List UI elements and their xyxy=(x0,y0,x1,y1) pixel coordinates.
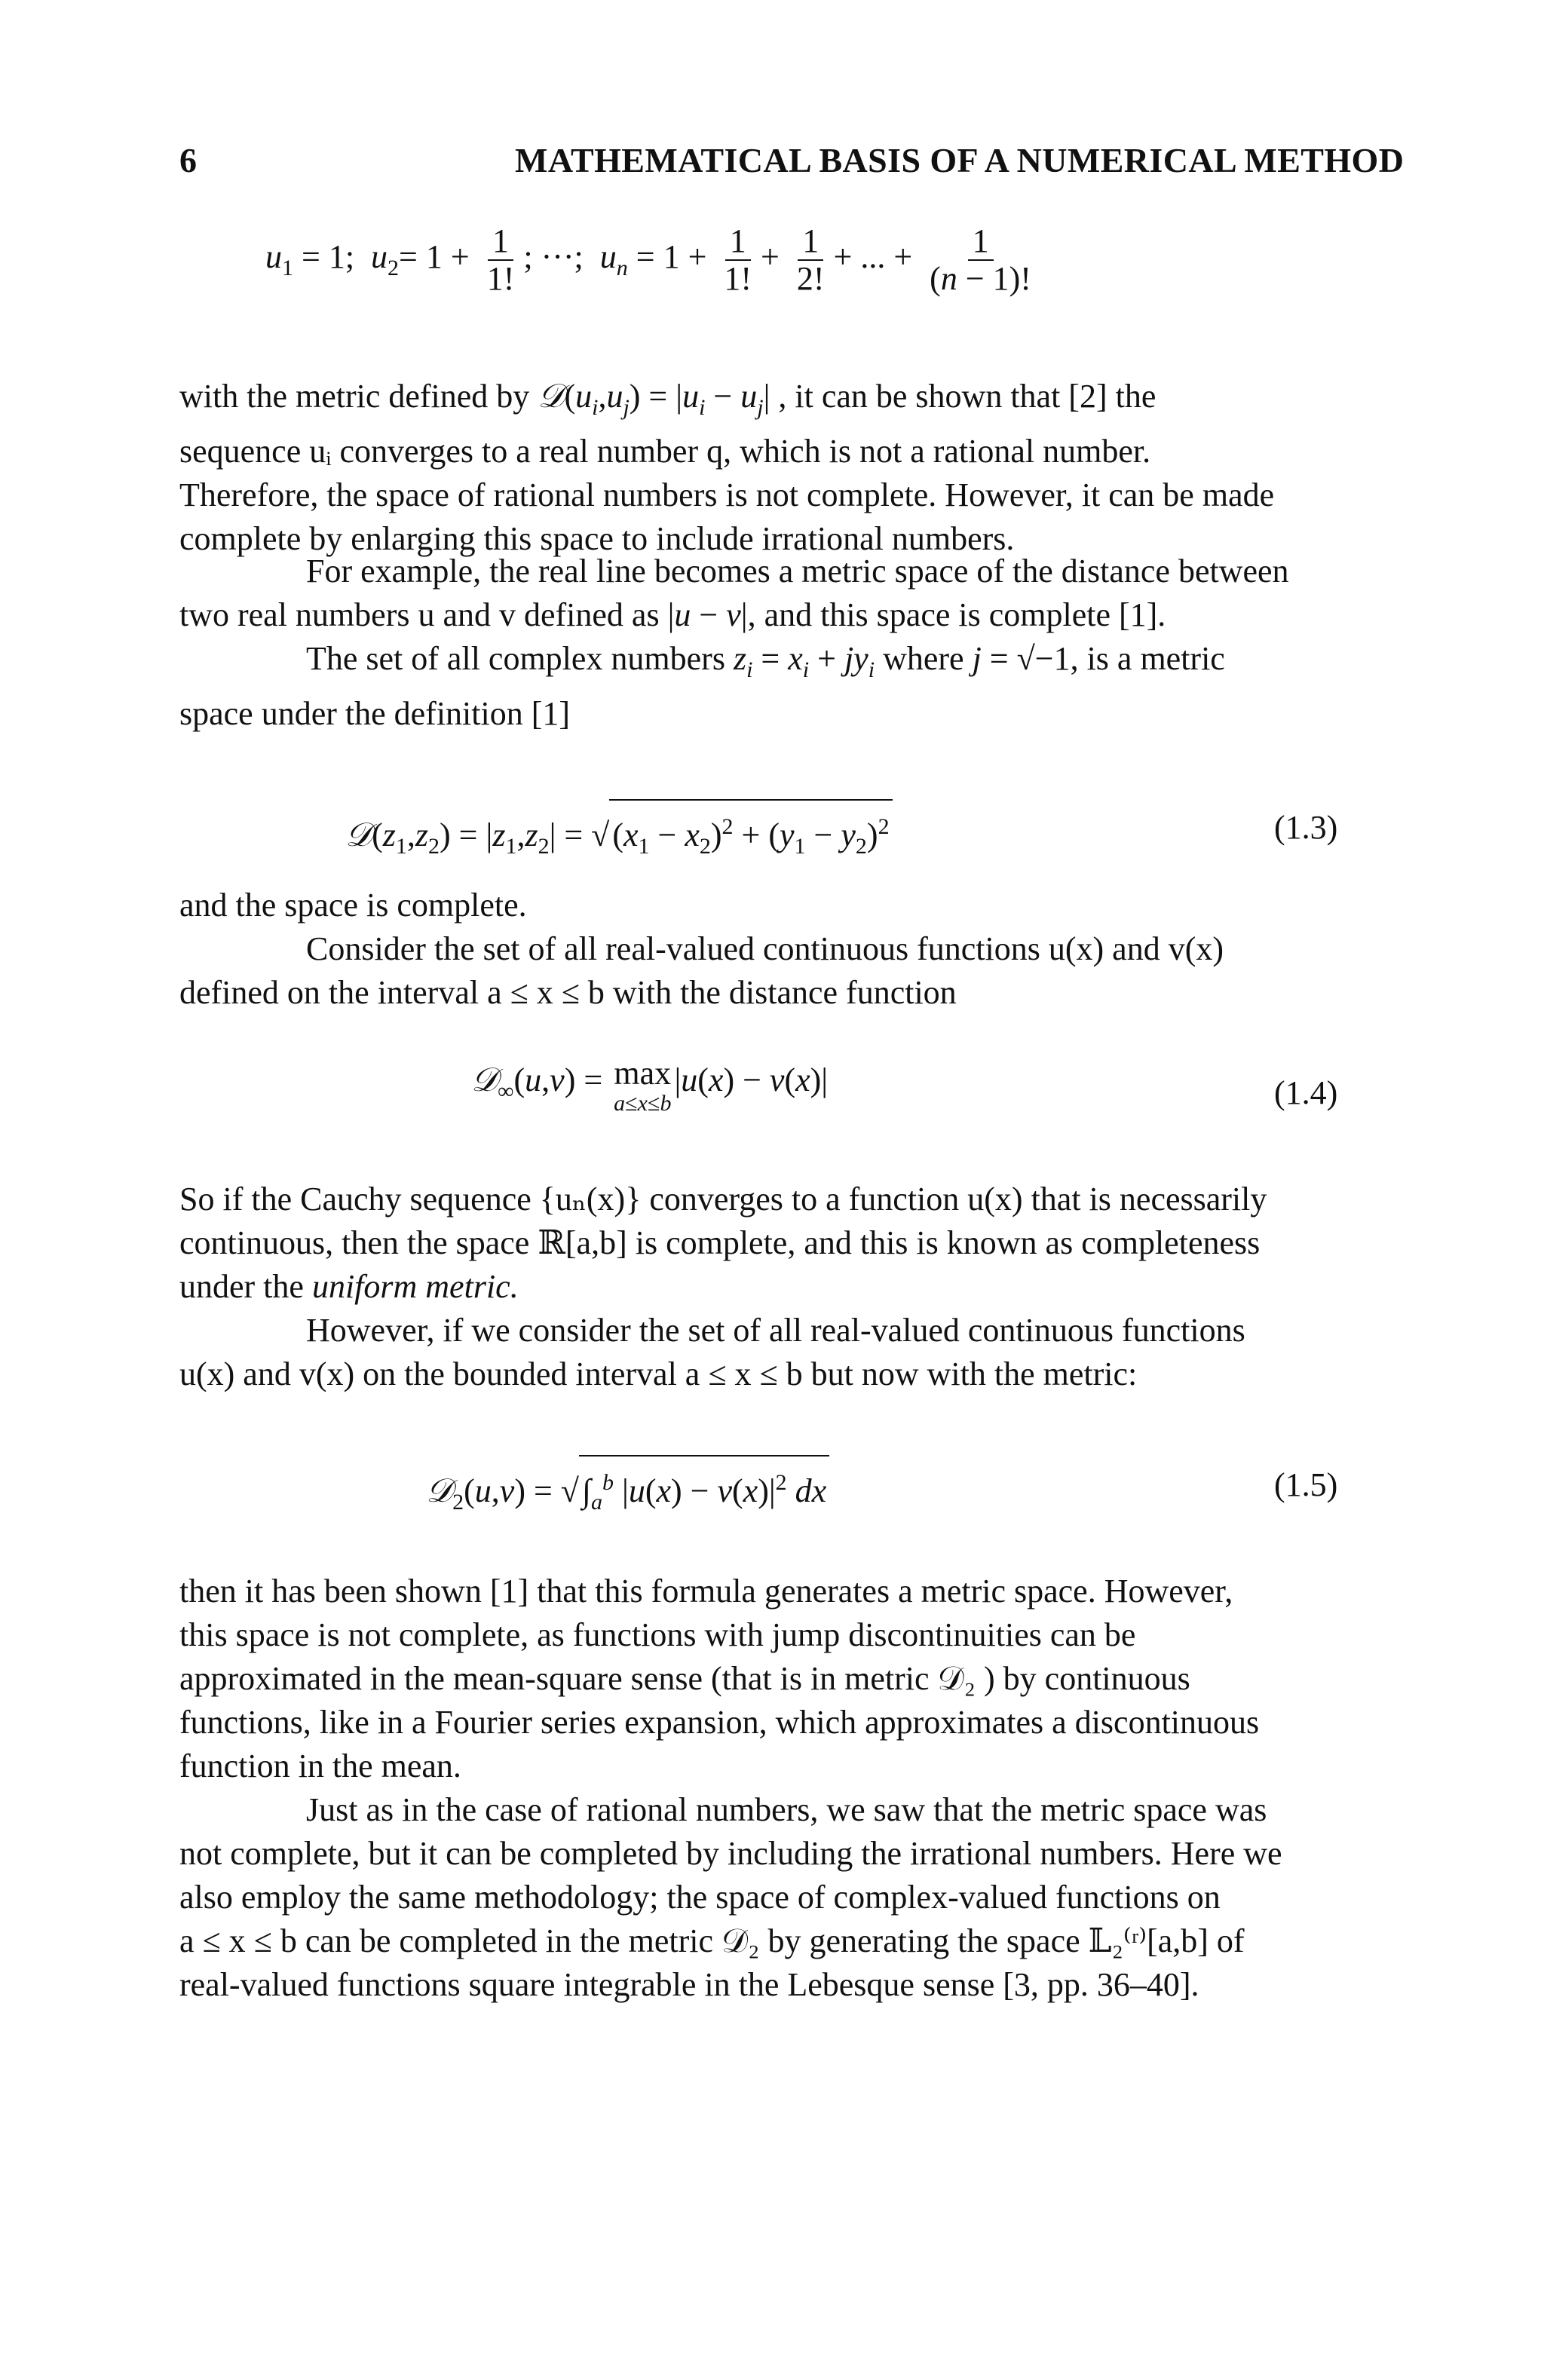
p6-text-a: under the xyxy=(179,1268,304,1305)
p2-text-b: , and this space is complete [1]. xyxy=(747,596,1166,633)
p6-line-2: continuous, then the space ℝ[a,b] is complete, and this is known as completeness xyxy=(179,1224,1261,1261)
p8-line-2: this space is not complete, as functions with jump discontinuities can be xyxy=(179,1616,1136,1653)
p9-line-3: also employ the same methodology; the space of complex-valued functions on xyxy=(179,1879,1221,1916)
equation-1-5: 𝒟$_2$(u,v) = $√\int_a^b$ $|u(x) - v(x)|^2$ dx xyxy=(426,1455,829,1524)
p1-text-b: , it can be shown that [2] the xyxy=(778,378,1156,415)
equation-1-5-number: (1.5) xyxy=(1274,1466,1338,1503)
p7-line-1: However, if we consider the set of all real-valued continuous functions xyxy=(306,1312,1245,1349)
p3-text-c: , is a metric xyxy=(1070,640,1225,677)
paragraph-9 xyxy=(179,1788,1365,2007)
p4-line-1: and the space is complete. xyxy=(179,887,527,924)
p8-line-3: approximated in the mean-square sense (that is in metric 𝒟₂ ) by continuous xyxy=(179,1660,1190,1697)
running-head: MATHEMATICAL BASIS OF A NUMERICAL METHOD xyxy=(515,141,1405,179)
p9-line-5: real-valued functions square integrable in the Lebesque sense [3, pp. 36–40]. xyxy=(179,1966,1199,2003)
p5-line-1: Consider the set of all real-valued continuous functions u(x) and v(x) xyxy=(306,930,1224,967)
equation-1-4: 𝒟$_\infty$(u,v) = max a≤x≤b |u(x) − v(x)| xyxy=(471,1055,829,1116)
page-number: 6 xyxy=(179,141,197,179)
p7-line-2: u(x) and v(x) on the bounded interval a ≤ x ≤ b but now with the metric: xyxy=(179,1355,1138,1392)
paragraph-6 xyxy=(179,1178,1365,1309)
paragraph-1: with the metric defined by $𝒟(u_i,u_j) = |u_i - u_j|$ , it can be shown that [2] the sequence uᵢ converges to a real number q, which is not a rational number. Therefore, the space of rational numbers is not complete. However, it can be made complete by enlarging this space to include irrational numbers. xyxy=(179,375,1365,561)
p3-text-a: The set of all complex numbers xyxy=(306,640,725,677)
p9-line-2: not complete, but it can be completed by including the irrational numbers. Here we xyxy=(179,1835,1282,1872)
paragraph-2: For example, the real line becomes a metric space of the distance between two real numbers u and v defined as |u − v|, and this space is complete [1]. xyxy=(179,550,1365,637)
paragraph-7 xyxy=(179,1309,1365,1396)
equation-1-4-number: (1.4) xyxy=(1274,1074,1338,1111)
p8-line-4: functions, like in a Fourier series expansion, which approximates a discontinuous xyxy=(179,1704,1260,1741)
p3-line-2: space under the definition [1] xyxy=(179,695,571,732)
p5-line-2: defined on the interval a ≤ x ≤ b with the distance function xyxy=(179,974,957,1011)
p3-text-b: where xyxy=(883,640,964,677)
sequence-equation: $u_1 = 1$; $u_2= 1$ + $\frac{1}{1!}$ ; ···; $u_n = 1$ + $\frac{1}{1!}$ + $\frac{1}{2!}$ + ... + $\frac{1}{(n - 1)!}$ xyxy=(265,222,1031,297)
p9-line-1: Just as in the case of rational numbers, we saw that the metric space was xyxy=(306,1791,1267,1828)
equation-1-3-number: (1.3) xyxy=(1274,809,1338,846)
p1-line-4: complete by enlarging this space to include irrational numbers. xyxy=(179,520,1015,557)
p2-text-a: two real numbers u and v defined as xyxy=(179,596,660,633)
p1-text-a: with the metric defined by xyxy=(179,378,530,415)
p6-text-b: uniform metric. xyxy=(311,1268,519,1305)
paragraph-8 xyxy=(179,1570,1365,1788)
p1-line-2: sequence uᵢ converges to a real number q, which is not a rational number. xyxy=(179,433,1151,470)
paragraph-4 xyxy=(179,884,1365,927)
p1-line-3: Therefore, the space of rational numbers is not complete. However, it can be made xyxy=(179,476,1275,513)
p6-line-1: So if the Cauchy sequence {uₙ(x)} converges to a function u(x) that is necessarily xyxy=(179,1181,1267,1218)
p8-line-5: function in the mean. xyxy=(179,1747,461,1784)
p9-line-4: a ≤ x ≤ b can be completed in the metric 𝒟₂ by generating the space 𝕃₂⁽ʳ⁾[a,b] of xyxy=(179,1922,1245,1959)
paragraph-3: The set of all complex numbers $z_i = x_i + jy_i$ where j = √−1, is a metric space under the definition [1] xyxy=(179,637,1365,736)
p8-line-1: then it has been shown [1] that this formula generates a metric space. However, xyxy=(179,1573,1233,1610)
paragraph-5 xyxy=(179,927,1365,1015)
p2-line-1: For example, the real line becomes a metric space of the distance between xyxy=(306,553,1289,590)
equation-1-3: $𝒟(z_1,z_2) = |z_1,z_2| = √(x_1 - x_2)^2 + (y_1 - y_2)^2$ xyxy=(345,799,893,868)
